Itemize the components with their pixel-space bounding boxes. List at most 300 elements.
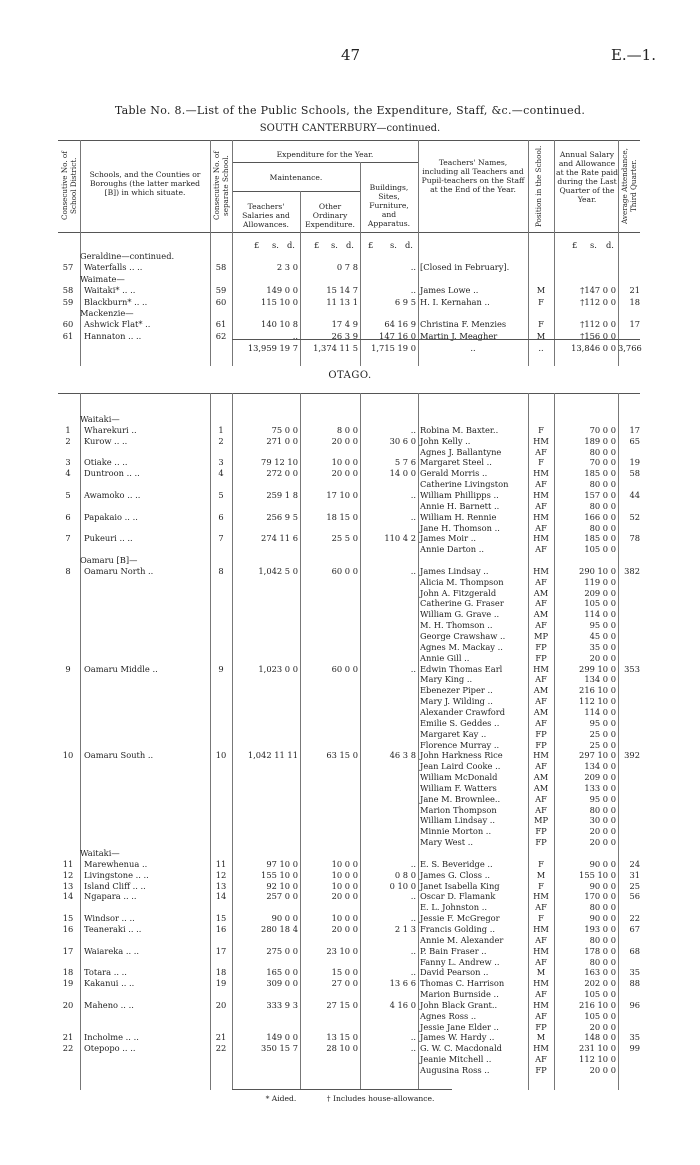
position-cell: AF xyxy=(535,793,547,804)
school-name: Island Cliff .. .. xyxy=(84,880,146,891)
other-cell: 20 0 0 xyxy=(331,891,358,902)
buildings-cell: .. xyxy=(410,891,416,902)
school-no: 62 xyxy=(215,330,227,341)
position-cell: AM xyxy=(533,782,549,793)
position-cell: AM xyxy=(533,685,549,696)
col-divider-6 xyxy=(418,140,419,366)
other-cell: 10 0 0 xyxy=(331,880,358,891)
salary-rate-cell: 134 0 0 xyxy=(584,761,616,772)
position-cell: HM xyxy=(533,511,549,522)
school-name: Maheno .. .. xyxy=(84,999,134,1010)
position-cell: F xyxy=(538,913,544,924)
salary-rate-cell: 30 0 0 xyxy=(589,815,616,826)
salary-rate-cell: 80 0 0 xyxy=(589,446,616,457)
position-cell: AF xyxy=(535,576,547,587)
maintenance-rule xyxy=(232,191,360,192)
section-title-otago: OTAGO. xyxy=(328,370,372,381)
currency-pound: £ xyxy=(314,240,320,250)
otago-divider xyxy=(418,393,419,1090)
teacher-name: Catherine Livingston xyxy=(420,479,509,490)
school-name: Marewhenua .. xyxy=(84,858,148,869)
currency-pence: d. xyxy=(287,240,295,250)
district-no: 9 xyxy=(65,663,71,674)
position-cell: HM xyxy=(533,978,549,989)
position-cell: AF xyxy=(535,544,547,555)
district-no: 5 xyxy=(65,489,71,500)
position-cell: AF xyxy=(535,674,547,685)
school-no: 14 xyxy=(215,891,227,902)
header-expenditure: Expenditure for the Year. xyxy=(276,150,374,159)
salary-rate-cell: 90 0 0 xyxy=(589,858,616,869)
header-schools: Schools, and the Counties or Boroughs (the latter marked [B]) in which situate. xyxy=(89,170,201,197)
header-position: Position in the School. xyxy=(534,145,543,227)
position-cell: AF xyxy=(535,717,547,728)
salary-rate-cell: 20 0 0 xyxy=(589,826,616,837)
school-name: Awamoko .. .. xyxy=(84,489,141,500)
position-cell: HM xyxy=(533,999,549,1010)
school-no: 16 xyxy=(215,923,227,934)
school-name: Kakanui .. .. xyxy=(84,978,135,989)
attendance-cell: 58 xyxy=(629,468,640,479)
position-cell: F xyxy=(538,424,544,435)
school-no: 6 xyxy=(218,511,224,522)
col-divider-2 xyxy=(210,140,211,366)
position-cell: M xyxy=(536,1032,546,1043)
district-no: 15 xyxy=(62,913,74,924)
currency-pence: d. xyxy=(606,240,614,250)
other-cell: 60 0 0 xyxy=(331,663,358,674)
teacher-name: James G. Closs .. xyxy=(420,869,490,880)
teacher-name: Marion Burnside .. xyxy=(420,989,499,1000)
school-name: Otepopo .. .. xyxy=(84,1043,136,1054)
position-cell: HM xyxy=(533,468,549,479)
school-name: Blackburn* .. .. xyxy=(84,296,148,307)
district-no: 21 xyxy=(62,1032,74,1043)
school-name: Oamaru Middle .. xyxy=(84,663,158,674)
salaries-cell: 165 0 0 xyxy=(266,967,298,978)
teacher-name: William Lindsay .. xyxy=(420,815,496,826)
position-cell: FP xyxy=(535,728,547,739)
district-no: 19 xyxy=(62,978,74,989)
attendance-cell: 24 xyxy=(629,858,640,869)
school-no: 12 xyxy=(215,869,227,880)
position-cell: HM xyxy=(533,489,549,500)
school-name: Waitaki* .. .. xyxy=(84,285,136,296)
teacher-name: Annie H. Barnett .. xyxy=(420,500,500,511)
teacher-name: Annie M. Alexander xyxy=(420,934,504,945)
attendance-cell: 52 xyxy=(629,511,640,522)
otago-divider xyxy=(210,393,211,1090)
position-cell: AM xyxy=(533,609,549,620)
salary-rate-cell: 290 10 0 xyxy=(579,565,616,576)
salaries-cell: 275 0 0 xyxy=(266,945,298,956)
teacher-name: Christina F. Menzies xyxy=(420,319,507,330)
other-cell: 15 0 0 xyxy=(331,967,358,978)
position-cell: AF xyxy=(535,902,547,913)
currency-shillings: s. xyxy=(331,240,338,250)
buildings-cell: .. xyxy=(410,511,416,522)
salary-rate-cell: 105 0 0 xyxy=(584,544,616,555)
district-no: 59 xyxy=(62,296,74,307)
teacher-name: [Closed in February]. xyxy=(420,262,510,273)
position-cell: M xyxy=(536,330,546,341)
position-cell: AF xyxy=(535,446,547,457)
attendance-cell: 392 xyxy=(624,750,640,761)
position-cell: HM xyxy=(533,663,549,674)
salary-rate-cell: 119 0 0 xyxy=(584,576,616,587)
teacher-name: George Crawshaw .. xyxy=(420,631,506,641)
district-no: 57 xyxy=(62,262,74,273)
salary-rate-cell: 105 0 0 xyxy=(584,598,616,609)
teacher-name: Fanny L. Andrew .. xyxy=(420,956,500,967)
teacher-name: Francis Golding .. xyxy=(420,923,496,934)
salary-rate-cell: 80 0 0 xyxy=(589,804,616,815)
other-cell: 20 0 0 xyxy=(331,468,358,479)
total-other: 1,374 11 5 xyxy=(313,343,358,353)
salary-rate-cell: 25 0 0 xyxy=(589,739,616,750)
salary-rate-cell: 231 10 0 xyxy=(579,1043,616,1054)
salaries-cell: 274 11 6 xyxy=(261,533,298,544)
header-teachers-salaries: Teachers' Salaries and Allowances. xyxy=(242,202,290,229)
salary-rate-cell: 90 0 0 xyxy=(589,913,616,924)
salary-rate-cell: 112 10 0 xyxy=(579,696,616,707)
teacher-name: Ebenezer Piper .. xyxy=(420,685,493,696)
attendance-cell: 382 xyxy=(624,565,640,576)
buildings-cell: 5 7 6 xyxy=(394,457,416,468)
school-name: Wharekuri .. xyxy=(84,424,137,435)
currency-shillings: s. xyxy=(590,240,597,250)
school-no: 3 xyxy=(218,457,224,468)
school-name: Mackenzie— xyxy=(80,308,134,318)
currency-shillings: s. xyxy=(272,240,279,250)
salaries-cell: 75 0 0 xyxy=(271,424,298,435)
total-names: .. xyxy=(470,343,476,353)
otago-divider xyxy=(80,393,81,1090)
attendance-cell: 78 xyxy=(629,533,640,544)
position-cell: FP xyxy=(535,652,547,663)
buildings-cell: 6 9 5 xyxy=(394,296,416,307)
district-no: 18 xyxy=(62,967,74,978)
salary-rate-cell: 90 0 0 xyxy=(589,880,616,891)
salary-rate-cell: 105 0 0 xyxy=(584,989,616,1000)
district-no: 58 xyxy=(62,285,74,296)
salary-rate-cell: 70 0 0 xyxy=(589,424,616,435)
position-cell: AF xyxy=(535,956,547,967)
teacher-name: Agnes M. Mackay .. xyxy=(420,641,503,652)
district-no: 22 xyxy=(62,1043,74,1054)
attendance-cell: 17 xyxy=(629,319,640,330)
totals-rule xyxy=(232,339,640,340)
school-name: Waterfalls .. .. xyxy=(84,262,143,273)
attendance-cell: 99 xyxy=(629,1043,640,1054)
teacher-name: Jeanie Mitchell .. xyxy=(420,1054,492,1065)
school-no: 18 xyxy=(215,967,227,978)
teacher-name: Robina M. Baxter.. xyxy=(420,424,499,435)
salary-rate-cell: 133 0 0 xyxy=(584,782,616,793)
header-top-rule xyxy=(58,140,640,141)
buildings-cell: 110 4 2 xyxy=(384,533,416,544)
district-no: 8 xyxy=(65,565,71,576)
district-no: 3 xyxy=(65,457,71,468)
position-cell: FP xyxy=(535,641,547,652)
salary-rate-cell: 80 0 0 xyxy=(589,500,616,511)
district-no: 60 xyxy=(62,319,74,330)
salaries-cell: 272 0 0 xyxy=(266,468,298,479)
school-no: 17 xyxy=(215,945,227,956)
school-name: Papakaio .. .. xyxy=(84,511,138,522)
school-name: Ashwick Flat* .. xyxy=(84,319,151,330)
position-cell: F xyxy=(538,319,544,330)
other-cell: 63 15 0 xyxy=(326,750,358,761)
teacher-name: John Harkness Rice xyxy=(420,750,503,761)
position-cell: AM xyxy=(533,587,549,598)
salaries-cell: 1,023 0 0 xyxy=(258,663,298,674)
district-no: 7 xyxy=(65,533,71,544)
position-cell: HM xyxy=(533,945,549,956)
teacher-name: Jane H. Thomson .. xyxy=(420,522,500,533)
teacher-name: Martin J. Meagher xyxy=(420,330,498,341)
district-no: 61 xyxy=(62,330,74,341)
teacher-name: Gerald Morris .. xyxy=(420,468,488,479)
district-no: 17 xyxy=(62,945,74,956)
district-no: 16 xyxy=(62,923,74,934)
salaries-cell: .. xyxy=(292,330,298,341)
teacher-name: James W. Hardy .. xyxy=(420,1032,495,1043)
other-cell: 18 15 0 xyxy=(326,511,358,522)
teacher-name: Jean Laird Cooke .. xyxy=(420,761,501,772)
position-cell: AF xyxy=(535,696,547,707)
attendance-cell: 35 xyxy=(629,1032,640,1043)
position-cell: F xyxy=(538,296,544,307)
buildings-cell: .. xyxy=(410,1043,416,1054)
school-name: Waitaki— xyxy=(80,414,120,424)
school-no: 4 xyxy=(218,468,224,479)
position-cell: AF xyxy=(535,479,547,490)
school-no: 5 xyxy=(218,489,224,500)
salaries-cell: 257 0 0 xyxy=(266,891,298,902)
footnotes xyxy=(0,1094,700,1103)
other-cell: 11 13 1 xyxy=(326,296,358,307)
school-name: Oamaru South .. xyxy=(84,750,154,761)
salaries-cell: 309 0 0 xyxy=(266,978,298,989)
teacher-name: William G. Grave .. xyxy=(420,609,500,620)
salaries-cell: 259 1 8 xyxy=(266,489,298,500)
salary-rate-cell: 185 0 0 xyxy=(584,468,616,479)
other-cell: 10 0 0 xyxy=(331,858,358,869)
teacher-name: Minnie Morton .. xyxy=(420,826,492,837)
buildings-cell: .. xyxy=(410,663,416,674)
other-cell: 26 3 9 xyxy=(331,330,358,341)
salaries-cell: 280 18 4 xyxy=(261,923,298,934)
salaries-cell: 79 12 10 xyxy=(261,457,298,468)
attendance-cell: 25 xyxy=(629,880,640,891)
table-title: Table No. 8.—List of the Public Schools, the Expenditure, Staff, &c.—continued. xyxy=(114,104,586,117)
salary-rate-cell: 209 0 0 xyxy=(584,587,616,598)
total-rate: 13,846 0 0 xyxy=(571,343,616,353)
teacher-name: John Black Grant.. xyxy=(420,999,498,1010)
buildings-cell: .. xyxy=(410,945,416,956)
salary-rate-cell: 134 0 0 xyxy=(584,674,616,685)
buildings-cell: 2 1 3 xyxy=(394,923,416,934)
teacher-name: Oscar D. Flamank xyxy=(420,891,496,902)
salaries-cell: 140 10 8 xyxy=(261,319,298,330)
position-cell: MP xyxy=(533,815,549,826)
district-no: 11 xyxy=(62,858,74,869)
teacher-name: Agnes Ross .. xyxy=(420,1010,477,1021)
salaries-cell: 92 10 0 xyxy=(266,880,298,891)
teacher-name: P. Bain Fraser .. xyxy=(420,945,487,956)
district-no: 6 xyxy=(65,511,71,522)
other-cell: 8 0 0 xyxy=(336,424,358,435)
district-no: 1 xyxy=(65,424,71,435)
other-cell: 0 7 8 xyxy=(336,262,358,273)
position-cell: AF xyxy=(535,500,547,511)
other-cell: 20 0 0 xyxy=(331,923,358,934)
salary-rate-cell: 297 10 0 xyxy=(579,750,616,761)
buildings-cell: .. xyxy=(410,565,416,576)
attendance-cell: 96 xyxy=(629,999,640,1010)
buildings-cell: 64 16 9 xyxy=(384,319,416,330)
header-salary: Annual Salary and Allowance at the Rate paid during the Last Quarter of the Year. xyxy=(556,150,618,204)
salary-rate-cell: 216 10 0 xyxy=(579,999,616,1010)
school-no: 7 xyxy=(218,533,224,544)
school-name: Ngapara .. .. xyxy=(84,891,137,902)
school-no: 21 xyxy=(215,1032,227,1043)
position-cell: AF xyxy=(535,804,547,815)
teacher-name: Marion Thompson xyxy=(420,804,497,815)
attendance-cell: 19 xyxy=(629,457,640,468)
currency-pound: £ xyxy=(254,240,260,250)
school-name: Duntroon .. .. xyxy=(84,468,140,479)
school-name: Oamaru North .. xyxy=(84,565,154,576)
teacher-name: Mary J. Wilding .. xyxy=(420,696,493,707)
currency-pence: d. xyxy=(405,240,413,250)
salary-rate-cell: 80 0 0 xyxy=(589,522,616,533)
salaries-cell: 256 9 5 xyxy=(266,511,298,522)
teacher-name: James Lowe .. xyxy=(420,285,479,296)
teacher-name: H. I. Kernahan .. xyxy=(420,296,490,307)
teacher-name: Catherine G. Fraser xyxy=(420,598,504,609)
page-reference: E.—1. xyxy=(610,46,656,64)
teacher-name: Augusina Ross .. xyxy=(420,1065,490,1075)
footnote-rule xyxy=(232,1089,452,1090)
salaries-cell: 1,042 5 0 xyxy=(258,565,298,576)
school-name: Totara .. .. xyxy=(84,967,127,978)
footnote-aided: * Aided. xyxy=(265,1094,297,1103)
district-no: 14 xyxy=(62,891,74,902)
header-maintenance: Maintenance. xyxy=(269,173,323,182)
position-cell: HM xyxy=(533,1043,549,1054)
position-cell: M xyxy=(536,285,546,296)
other-cell: 13 15 0 xyxy=(326,1032,358,1043)
salaries-cell: 149 0 0 xyxy=(266,1032,298,1043)
other-cell: 10 0 0 xyxy=(331,869,358,880)
attendance-cell: 35 xyxy=(629,967,640,978)
teacher-name: Mary West .. xyxy=(420,837,473,848)
buildings-cell: 4 16 0 xyxy=(389,999,416,1010)
teacher-name: Jane M. Brownlee.. xyxy=(420,793,501,804)
salary-rate-cell: 209 0 0 xyxy=(584,772,616,783)
currency-pound: £ xyxy=(368,240,374,250)
buildings-cell: .. xyxy=(410,967,416,978)
otago-top-rule xyxy=(58,393,640,394)
other-cell: 10 0 0 xyxy=(331,457,358,468)
salaries-cell: 1,042 11 11 xyxy=(247,750,298,761)
teacher-name: John A. Fitzgerald xyxy=(420,587,497,598)
position-cell: F xyxy=(538,880,544,891)
position-cell: AM xyxy=(533,772,549,783)
school-no: 22 xyxy=(215,1043,227,1054)
other-cell: 27 15 0 xyxy=(326,999,358,1010)
district-no: 20 xyxy=(62,999,74,1010)
school-name: Hannaton .. .. xyxy=(84,330,142,341)
teacher-name: G. W. C. Macdonald xyxy=(420,1043,502,1054)
position-cell: AF xyxy=(535,620,547,631)
header-buildings: Buildings, Sites, Furniture, and Apparatus. xyxy=(367,183,411,228)
header-other-expenditure: Other Ordinary Expenditure. xyxy=(305,202,355,229)
currency-pound: £ xyxy=(572,240,578,250)
teacher-name: Jessie Jane Elder .. xyxy=(420,1021,499,1032)
salary-rate-cell: 202 0 0 xyxy=(584,978,616,989)
salaries-cell: 271 0 0 xyxy=(266,435,298,446)
position-cell: FP xyxy=(535,837,547,848)
position-cell: HM xyxy=(533,435,549,446)
teacher-name: E. L. Johnston .. xyxy=(420,902,487,913)
position-cell: AF xyxy=(535,522,547,533)
school-name: Geraldine—continued. xyxy=(80,251,175,261)
other-cell: 17 4 9 xyxy=(331,319,358,330)
salary-rate-cell: 45 0 0 xyxy=(589,631,616,641)
attendance-cell: 31 xyxy=(629,869,640,880)
district-no: 13 xyxy=(62,880,74,891)
attendance-cell: 68 xyxy=(629,945,640,956)
position-cell: HM xyxy=(533,533,549,544)
other-cell: 20 0 0 xyxy=(331,435,358,446)
position-cell: FP xyxy=(535,1065,547,1075)
teacher-name: James Lindsay .. xyxy=(420,565,489,576)
teacher-name: Alicia M. Thompson xyxy=(420,576,504,587)
buildings-cell: .. xyxy=(410,1032,416,1043)
teacher-name: John Kelly .. xyxy=(420,435,471,446)
school-name: Kurow .. .. xyxy=(84,435,128,446)
teacher-name: William H. Rennie xyxy=(420,511,497,522)
header-attendance: Average Attendance, Third Quarter. xyxy=(620,148,638,224)
buildings-cell: .. xyxy=(410,913,416,924)
other-cell: 15 14 7 xyxy=(326,285,358,296)
other-cell: 10 0 0 xyxy=(331,913,358,924)
attendance-cell: 353 xyxy=(624,663,640,674)
position-cell: AF xyxy=(535,598,547,609)
teacher-name: M. H. Thomson .. xyxy=(420,620,493,631)
header-bottom-rule xyxy=(58,232,640,233)
expenditure-rule xyxy=(232,162,418,163)
district-no: 2 xyxy=(65,435,71,446)
other-cell: 27 0 0 xyxy=(331,978,358,989)
teacher-name: Annie Darton .. xyxy=(420,544,485,555)
salaries-cell: 155 10 0 xyxy=(261,869,298,880)
teacher-name: Annie Gill .. xyxy=(420,652,470,663)
salary-rate-cell: 157 0 0 xyxy=(584,489,616,500)
attendance-cell: 22 xyxy=(629,913,640,924)
salary-rate-cell: 299 10 0 xyxy=(579,663,616,674)
buildings-cell: 0 10 0 xyxy=(389,880,416,891)
other-cell: 60 0 0 xyxy=(331,565,358,576)
teacher-name: Alexander Crawford xyxy=(420,706,506,717)
salaries-cell: 333 9 3 xyxy=(266,999,298,1010)
salary-rate-cell: 189 0 0 xyxy=(584,435,616,446)
buildings-cell: 147 16 0 xyxy=(379,330,416,341)
school-no: 60 xyxy=(215,296,227,307)
